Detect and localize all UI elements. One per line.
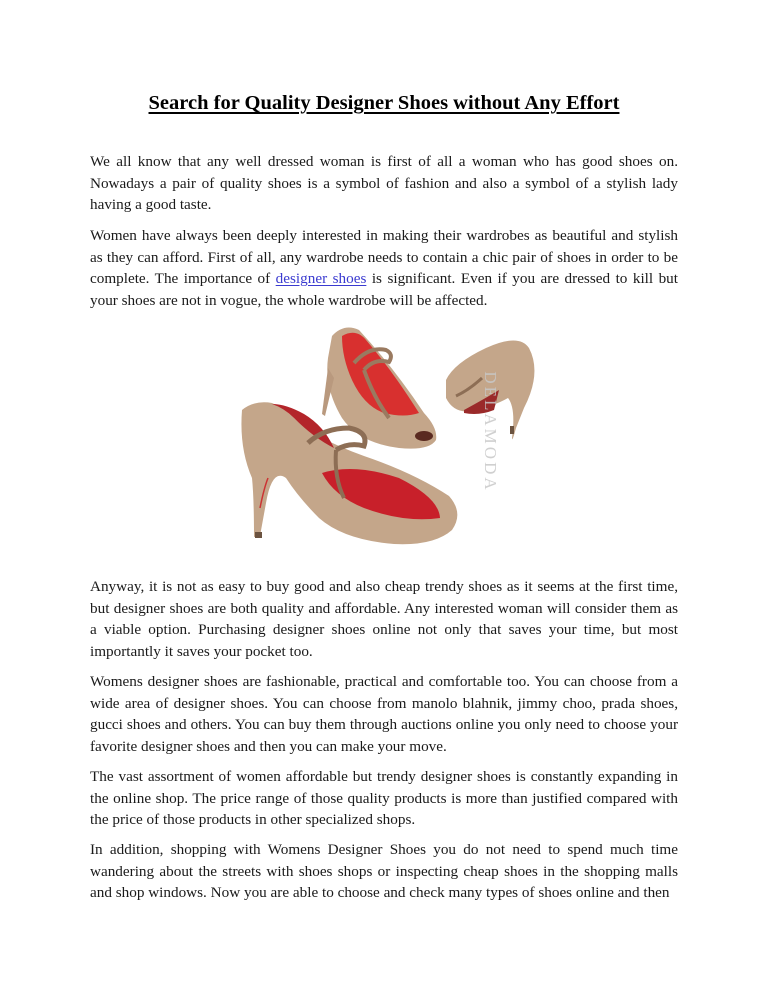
watermark-text: DELAMODA [481, 371, 500, 493]
document-title: Search for Quality Designer Shoes without Any Effort [148, 92, 620, 114]
designer-shoes-link[interactable]: designer shoes [275, 270, 367, 287]
paragraph-1: We all know that any well dressed woman is first of all a woman who has good shoes on. Nowadays a pair of quality shoes is a symbol of fashion and also a symbol of a stylish lady having a good taste. [90, 153, 678, 213]
delamoda-watermark [475, 362, 505, 502]
paragraph-3: Anyway, it is not as easy to buy good and also cheap trendy shoes as it seems at the first time, but designer shoes are both quality and affordable. Any interested woman will consider them as a viable option. Purchasing designer shoes online not only that saves your time, but most importantly it saves your pocket too. [90, 578, 678, 660]
paragraph-2 [90, 225, 678, 311]
paragraph-2-text-b: is significant. Even if you are dressed to kill but your shoes are not in vogue, the whole wardrobe will be affected. [90, 270, 678, 309]
paragraph-4: Womens designer shoes are fashionable, practical and comfortable too. You can choose from a wide area of designer shoes. You can choose from manolo blahnik, jimmy choo, prada shoes, gucci shoes and others. You can buy them through auctions online you only need to choose your favorite designer shoes and then you can make your move. [90, 673, 678, 755]
paragraph-2-text-a: Women have always been deeply interested in making their wardrobes as beautiful and stylish as they can afford. First of all, any wardrobe needs to contain a chic pair of shoes in order to be complete. The importance of [90, 227, 678, 287]
paragraph-6: In addition, shopping with Womens Designer Shoes you do not need to spend much time wandering about the streets with shoes shops or inspecting cheap shoes in the shopping malls and shop windows. Now you are able to choose and check many types of shoes online and then [90, 841, 678, 901]
paragraph-5: The vast assortment of women affordable but trendy designer shoes is constantly expanding in the online shop. The price range of those quality products is more than justified compared with the price of those products in other specialized shops. [90, 768, 678, 828]
